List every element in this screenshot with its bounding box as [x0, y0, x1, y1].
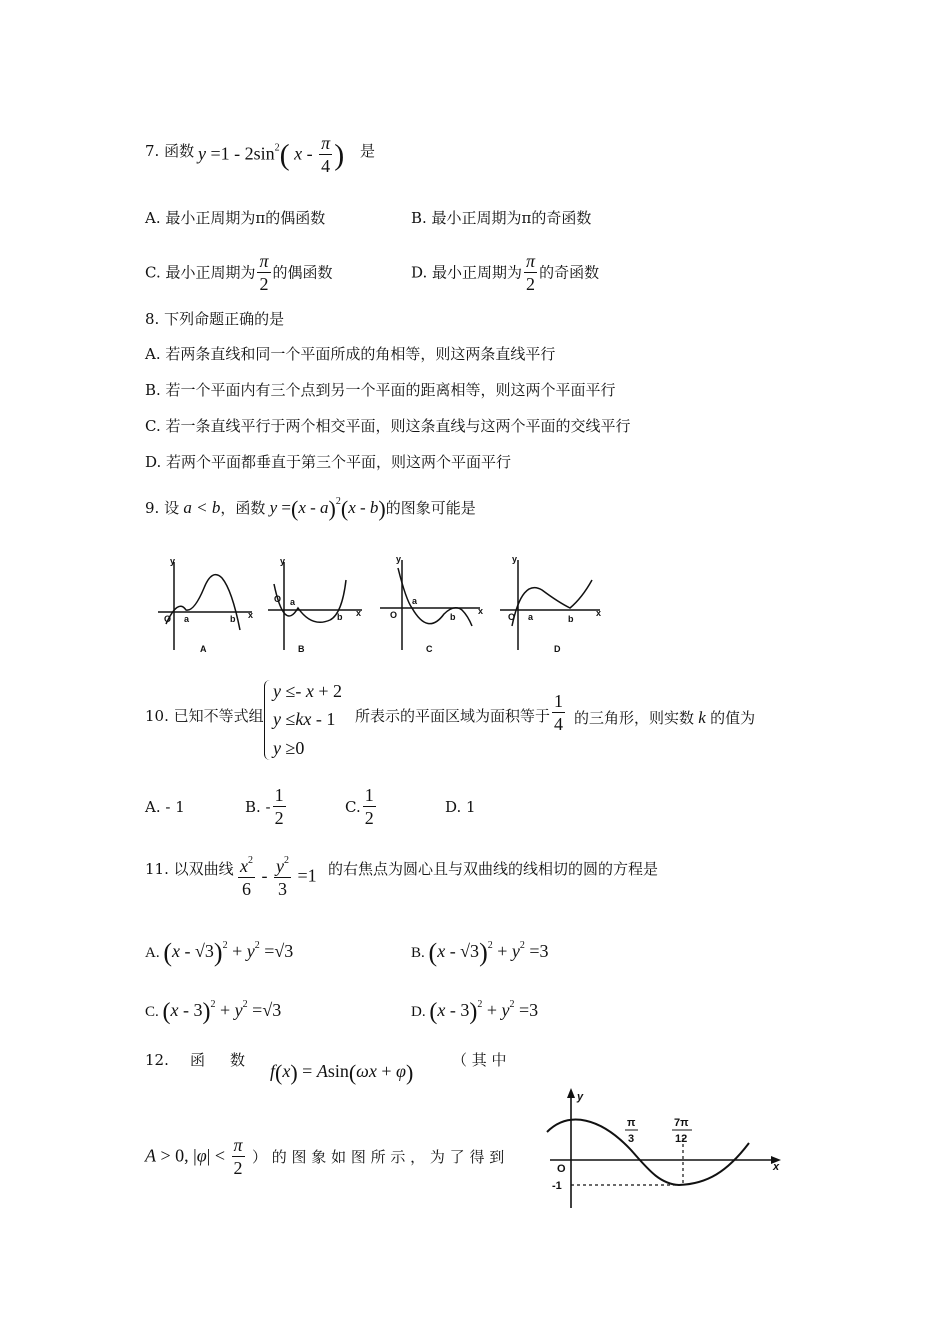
q9-label-c: C: [426, 644, 433, 654]
q7-option-a: A. 最小正周期为π的偶函数: [145, 209, 326, 227]
svg-text:O: O: [164, 614, 172, 624]
q9-graph-b: [268, 562, 362, 650]
q12-tick2-den: 12: [675, 1133, 688, 1145]
q7-option-d-post: 的奇函数: [539, 263, 600, 282]
q12-graph: [545, 1088, 785, 1212]
q10-brace: [264, 680, 270, 760]
q12-paren: （ 其 中: [452, 1051, 507, 1069]
q12-min-label: -1: [552, 1180, 562, 1192]
svg-text:y: y: [396, 554, 402, 564]
svg-text:x: x: [248, 610, 254, 620]
svg-text:x: x: [356, 608, 362, 618]
svg-text:a: a: [412, 596, 418, 606]
q7-option-c-post: 的偶函数: [272, 263, 333, 282]
q9-graph-a: [158, 562, 252, 650]
q12-cond-post: ） 的 图 象 如 图 所 示 ， 为 了 得 到: [252, 1148, 505, 1166]
svg-text:a: a: [184, 614, 190, 624]
q12-word-1: 函: [190, 1051, 206, 1069]
q12-function: f(x) = Asin(ωx + φ): [270, 1060, 414, 1085]
q10-option-d: D. 1: [445, 798, 476, 816]
q10-stem-post: 的三角形，则实数 k 的值为: [574, 708, 756, 727]
q10-option-c-label: C.: [345, 797, 361, 816]
q10-stem-post-text: 的三角形，则实数: [574, 709, 695, 727]
svg-text:O: O: [390, 610, 398, 620]
q7-option-d: D. 最小正周期为 $\frac{\pi}{2}$ 的奇函数: [411, 251, 600, 294]
q7-stem: [145, 144, 194, 159]
q7-stem-text: 7. 函数: [145, 142, 195, 160]
q10-ineq-2: y ≤kx - 1: [273, 709, 336, 729]
q8-option-c: C. 若一条直线平行于两个相交平面，则这条直线与这两个平面的交线平行: [145, 417, 631, 435]
q12-y-label: y: [577, 1091, 584, 1103]
svg-text:y: y: [280, 556, 286, 566]
q9-label-a: A: [200, 644, 207, 654]
q8-stem: 8. 下列命题正确的是: [145, 310, 285, 328]
q11-stem-post: 的右焦点为圆心且与双曲线的线相切的圆的方程是: [328, 860, 659, 878]
q11-hyperbola: $\frac{x^2}{6}$ - $\frac{y^2}{3}$ =1: [240, 855, 317, 899]
q12-num: 12.: [145, 1051, 169, 1069]
svg-text:x: x: [596, 608, 602, 618]
q11-option-d: D. $(x - 3)^2 + y^2 =3$: [411, 999, 539, 1025]
q9-graph-d: [500, 560, 600, 650]
q12-tick1-num: π: [627, 1117, 636, 1129]
q9-label-b: B: [298, 644, 305, 654]
q11-option-c: C. $(x - 3)^2 + y^2 =√3$: [145, 999, 282, 1025]
q10-option-a: A. - 1: [145, 798, 185, 816]
q10-ineq-1: y ≤- x + 2: [273, 681, 343, 701]
q12-x-label: x: [773, 1161, 780, 1173]
q8-option-d: D. 若两个平面都垂直于第三个平面，则这两个平面平行: [145, 453, 512, 471]
q11-option-a: A. $(x - √3)^2 + y^2 =√3$: [145, 938, 294, 967]
q9-stem-pre: 9. 设: [145, 499, 180, 517]
svg-text:b: b: [450, 612, 456, 622]
svg-text:O: O: [508, 612, 516, 622]
q10-stem-end: 的值为: [710, 709, 756, 727]
svg-text:y: y: [512, 554, 518, 564]
q7-option-c: C. 最小正周期为 $\frac{\pi}{2}$ 的偶函数: [145, 251, 333, 294]
q10-option-b-label: B. -: [245, 797, 271, 816]
q9-graphs: [150, 550, 610, 660]
q9-stem-post: 的图象可能是: [385, 499, 476, 517]
q10-stem-mid-text: 所表示的平面区域为面积等于: [355, 707, 551, 725]
q8-option-a: A. 若两条直线和同一个平面所成的角相等，则这两条直线平行: [145, 345, 556, 363]
q12-origin-label: O: [557, 1163, 566, 1175]
q9-label-d: D: [554, 644, 561, 654]
q12-tick2-num: 7π: [674, 1117, 689, 1129]
svg-text:x: x: [478, 606, 484, 616]
q11-stem-pre: 11. 以双曲线: [145, 860, 234, 878]
q10-ineq-3: y ≥0: [273, 738, 305, 758]
q12-tick1-den: 3: [628, 1133, 635, 1145]
q9-stem-mid: ，函数: [220, 499, 266, 517]
svg-text:b: b: [337, 612, 343, 622]
q12-word-2: 数: [230, 1051, 246, 1069]
q9-graph-c: [380, 560, 480, 650]
q7-option-b: B. 最小正周期为π的奇函数: [411, 209, 592, 227]
q8-option-b: B. 若一个平面内有三个点到另一个平面的距离相等，则这两个平面平行: [145, 381, 616, 399]
svg-text:y: y: [170, 556, 176, 566]
q10-option-c: C. $\frac{1}{2}$: [345, 785, 374, 828]
q7-suffix: 是: [360, 142, 376, 160]
q7-option-d-pre: D. 最小正周期为: [411, 263, 523, 282]
q10-frac: $\frac{1}{4}$: [554, 691, 563, 734]
q9-stem: 9. 设 a < b，函数 y =(x - a)$^2$(x - b)的图象可能是: [145, 496, 476, 521]
q12-condition: A > 0, |φ| < $\frac{\pi}{2}$: [145, 1135, 243, 1178]
svg-text:O: O: [274, 594, 282, 604]
q11-option-b: B. $(x - √3)^2 + y^2 =3$: [411, 938, 549, 967]
q10-option-b: B. - $\frac{1}{2}$: [245, 785, 284, 828]
q10-stem-pre: 10. 已知不等式组: [145, 707, 264, 725]
q7-formula: $y =1 - 2\sin^2$( x - $\frac{\pi}{4}$ ): [198, 133, 345, 176]
svg-text:b: b: [568, 614, 574, 624]
q12-curve: [547, 1120, 749, 1185]
q7-option-c-pre: C. 最小正周期为: [145, 263, 256, 282]
svg-text:a: a: [528, 612, 534, 622]
svg-text:a: a: [290, 597, 296, 607]
q10-stem-mid: [355, 709, 550, 724]
svg-text:b: b: [230, 614, 236, 624]
